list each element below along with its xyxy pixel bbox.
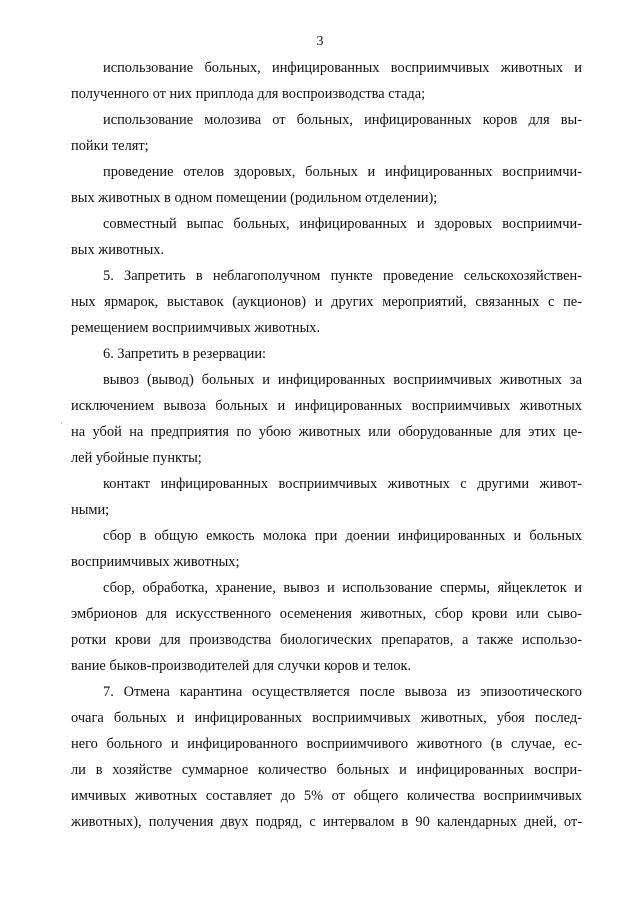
text-line: ных ярмарок, выставок (аукционов) и других мероприятий, связанных с пе-: [71, 294, 582, 310]
text-line: очага больных и инфицированных восприимчивых животных, убоя послед-: [71, 710, 582, 726]
margin-mark: ·: [60, 419, 63, 428]
text-line: ными;: [71, 502, 110, 518]
text-line: 6. Запретить в резервации:: [103, 346, 267, 362]
text-line: лей убойные пункты;: [71, 450, 202, 466]
text-line: сбор в общую емкость молока при доении инфицированных и больных: [103, 528, 582, 544]
text-line: ли в хозяйстве суммарное количество больных и инфицированных воспри-: [71, 762, 582, 778]
text-line: сбор, обработка, хранение, вывоз и использование спермы, яйцеклеток и: [103, 580, 582, 596]
text-line: вых животных.: [71, 242, 165, 258]
text-line: восприимчивых животных;: [71, 554, 240, 570]
text-line: вывоз (вывод) больных и инфицированных восприимчивых животных за: [103, 372, 582, 388]
text-line: исключением вывоза больных и инфицированных восприимчивых животных: [71, 398, 582, 414]
text-line: вых животных в одном помещении (родильном отделении);: [71, 190, 438, 206]
text-line: проведение отелов здоровых, больных и инфицированных восприимчи-: [103, 164, 582, 180]
text-line: на убой на предприятия по убою животных или оборудованные для этих це-: [71, 424, 582, 440]
text-line: ремещением восприимчивых животных.: [71, 320, 321, 336]
text-line: полученного от них приплода для воспроизводства стада;: [71, 86, 426, 102]
text-line: животных), получения двух подряд, с интервалом в 90 календарных дней, от-: [71, 814, 582, 830]
text-line: совместный выпас больных, инфицированных и здоровых восприимчи-: [103, 216, 582, 232]
text-line: использование больных, инфицированных восприимчивых животных и: [103, 60, 582, 76]
text-line: пойки телят;: [71, 138, 149, 154]
text-line: ротки крови для производства биологических препаратов, а также использо-: [71, 632, 582, 648]
text-line: эмбрионов для искусственного осеменения животных, сбор крови или сыво-: [71, 606, 582, 622]
text-line: имчивых животных составляет до 5% от общего количества восприимчивых: [71, 788, 582, 804]
text-line: 7. Отмена карантина осуществляется после вывоза из эпизоотического: [103, 684, 582, 700]
text-line: него больного и инфицированного восприимчивого животного (в случае, ес-: [71, 736, 582, 752]
text-line: вание быков-производителей для случки коров и телок.: [71, 658, 412, 674]
text-line: 5. Запретить в неблагополучном пункте проведение сельскохозяйствен-: [103, 268, 582, 284]
page-number: 3: [316, 34, 324, 49]
text-line: использование молозива от больных, инфицированных коров для вы-: [103, 112, 582, 128]
text-line: контакт инфицированных восприимчивых животных с другими живот-: [103, 476, 582, 492]
body-text: [71, 55, 582, 835]
